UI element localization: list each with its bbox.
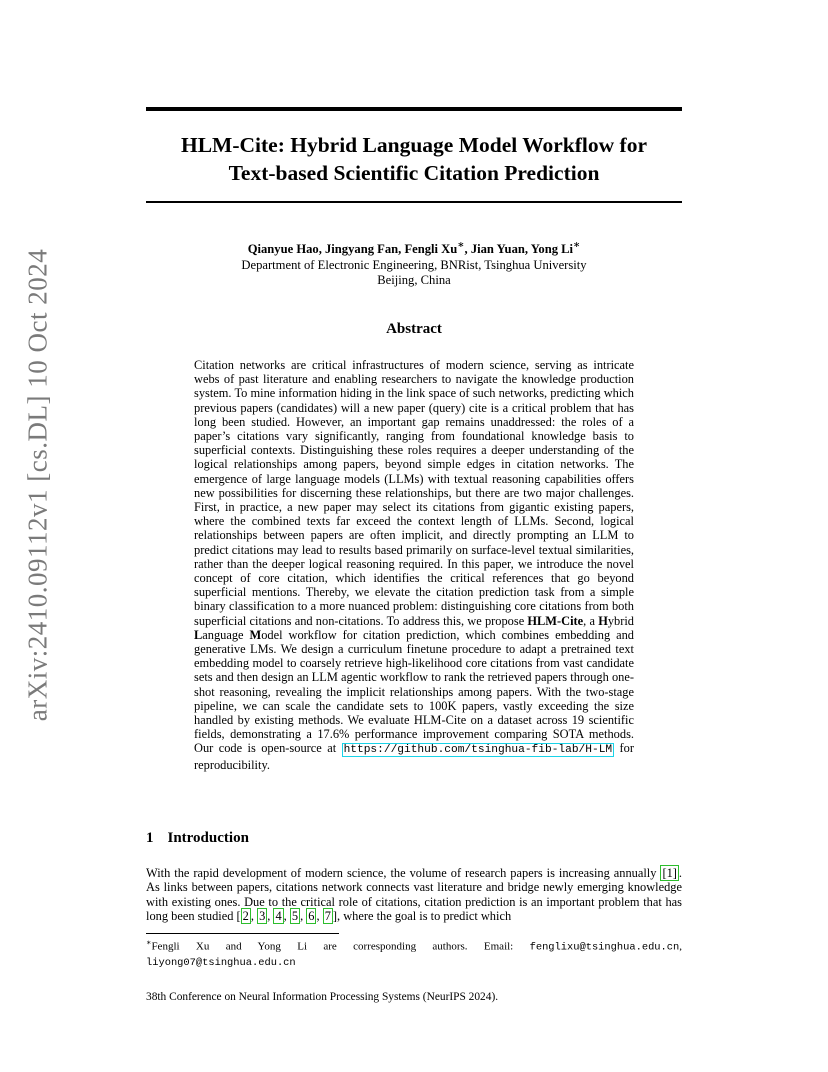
title-top-rule (146, 107, 682, 111)
author-names (146, 238, 682, 258)
email-1[interactable]: fenglixu@tsinghua.edu.cn (529, 941, 680, 954)
acronym-l-rest: anguage (202, 627, 250, 642)
conference-note: 38th Conference on Neural Information Processing Systems (NeurIPS 2024). (146, 991, 499, 1003)
citation-bracket-open: [ (236, 908, 241, 923)
email-2[interactable]: liyong07@tsinghua.edu.cn (146, 956, 296, 969)
footnote-text: Fengli Xu and Yong Li are corresponding authors. Email: (151, 940, 530, 953)
title-bottom-rule (146, 201, 682, 203)
author-block (146, 238, 682, 289)
acronym-h: H (598, 613, 608, 628)
arxiv-side-identifier (18, 248, 58, 722)
corresponding-mark-2: ∗ (573, 240, 581, 251)
citation-link-3[interactable]: 3 (259, 908, 266, 923)
title-line-2: Text-based Scientific Citation Prediction (228, 161, 600, 185)
citation-link-1[interactable]: [1] (662, 866, 677, 880)
author-names-part2: , Jian Yuan, Yong Li (464, 242, 574, 257)
email-separator: , (679, 940, 682, 953)
code-repo-link[interactable]: https://github.com/tsinghua-fib-lab/H-LM (343, 744, 613, 757)
corresponding-mark-1: ∗ (457, 240, 465, 251)
introduction-paragraph: With the rapid development of modern science, the volume of research papers is increasing annually [1] . As links between papers, citations network connects vast literature and bridge newly emerging knowledge with existing ones. Due to the critical role of citations, citation prediction is an important problem that has long been studied [ 2 , 3 , 4 , 5 , 6 , 7 ], where the goal is to predict which (146, 866, 682, 923)
citation-bracket-close: ] (332, 908, 338, 923)
acronym-h-rest: ybrid (607, 613, 634, 628)
author-affiliation: Department of Electronic Engineering, BNRist, Tsinghua University (241, 257, 587, 272)
intro-text-3: , where the goal is to predict which (337, 908, 512, 923)
paper-title (146, 131, 682, 187)
author-names-part1: Qianyue Hao, Jingyang Fan, Fengli Xu (247, 242, 458, 257)
citation-link-2[interactable]: 2 (242, 908, 249, 923)
abstract-body (194, 358, 634, 772)
method-name: HLM-Cite (527, 613, 584, 628)
acronym-m: M (249, 627, 262, 642)
citation-link-6[interactable]: 6 (308, 908, 315, 923)
title-line-1: HLM-Cite: Hybrid Language Model Workflow for (180, 133, 647, 157)
abstract-text-4: for reproducibility. (194, 741, 635, 772)
citation-link-4[interactable]: 4 (275, 908, 282, 923)
arxiv-id-text: arXiv:2410.09112v1 [cs.DL] 10 Oct 2024 (22, 248, 53, 722)
intro-text-2: . As links between papers, citations network connects vast literature and bridge newly emerging knowledge with existing ones. Due to the critical role of citations, citation prediction is an important problem that has long been studied (146, 866, 682, 923)
abstract-text-1: Citation networks are critical infrastructures of modern science, serving as intricate webs of past literature and enabling researchers to navigate the knowledge production system. To mine information hiding in the link space of such networks, predicting which previous papers (candidates) will a new paper (query) cite is a critical problem that has long been studied. However, an important gap remains unaddressed: the roles of a paper’s citations vary significantly, ranging from foundational knowledge basis to superficial contexts. Distinguishing these roles requires a deeper understanding of the logical relationships among papers, beyond simple edges in citation networks. The emergence of large language models (LLMs) with textual reasoning capabilities offers new possibilities for discerning these relationships, but there are two major challenges. First, in practice, a new paper may select its citations from gigantic existing papers, where the combined texts far exceed the context length of LLMs. Second, logical relationships between papers are often implicit, and directly prompting an LLM to predict citations may lead to results based primarily on surface-level textual similarities, rather than the deeper logical reasoning required. In this paper, we introduce the novel concept of core citation, which identifies the critical references that go beyond superficial mentions. Thereby, we elevate the citation prediction task from a simple binary classification to a more nuanced problem: distinguishing core citations from both superficial citations and non-citations. To address this, we propose (194, 358, 634, 628)
section-title: Introduction (167, 830, 249, 846)
author-location: Beijing, China (377, 273, 451, 288)
footnote (146, 936, 682, 970)
section-number: 1 (146, 830, 154, 846)
abstract-heading: Abstract (386, 321, 442, 337)
citation-link-5[interactable]: 5 (291, 908, 299, 923)
abstract-text-3: workflow for citation prediction, which combines embedding and generative LMs. We design a curriculum finetune procedure to adapt a pretrained text embedding model to coarsely retrieve high-likelihood core citations from vast candidate sets and then design an LLM agentic workflow to rank the retrieved papers through one-shot reasoning, revealing the implicit relationships among papers. With the two-stage pipeline, we can scale the candidate sets to 100K papers, vastly exceeding the size handled by existing methods. We evaluate HLM-Cite on a dataset across 19 scientific fields, demonstrating a 17.6% performance improvement comparing SOTA methods. Our code is open-source at (194, 627, 634, 756)
footnote-rule (146, 933, 339, 934)
footnote-mark: ∗ (146, 938, 152, 947)
abstract-text-2: , a (583, 613, 599, 628)
intro-text-1: With the rapid development of modern science, the volume of research papers is increasing annually (146, 866, 661, 880)
section-heading-introduction (146, 830, 249, 847)
acronym-m-rest: odel (261, 627, 283, 642)
citation-link-7[interactable]: 7 (324, 908, 331, 923)
acronym-l: L (194, 627, 203, 642)
